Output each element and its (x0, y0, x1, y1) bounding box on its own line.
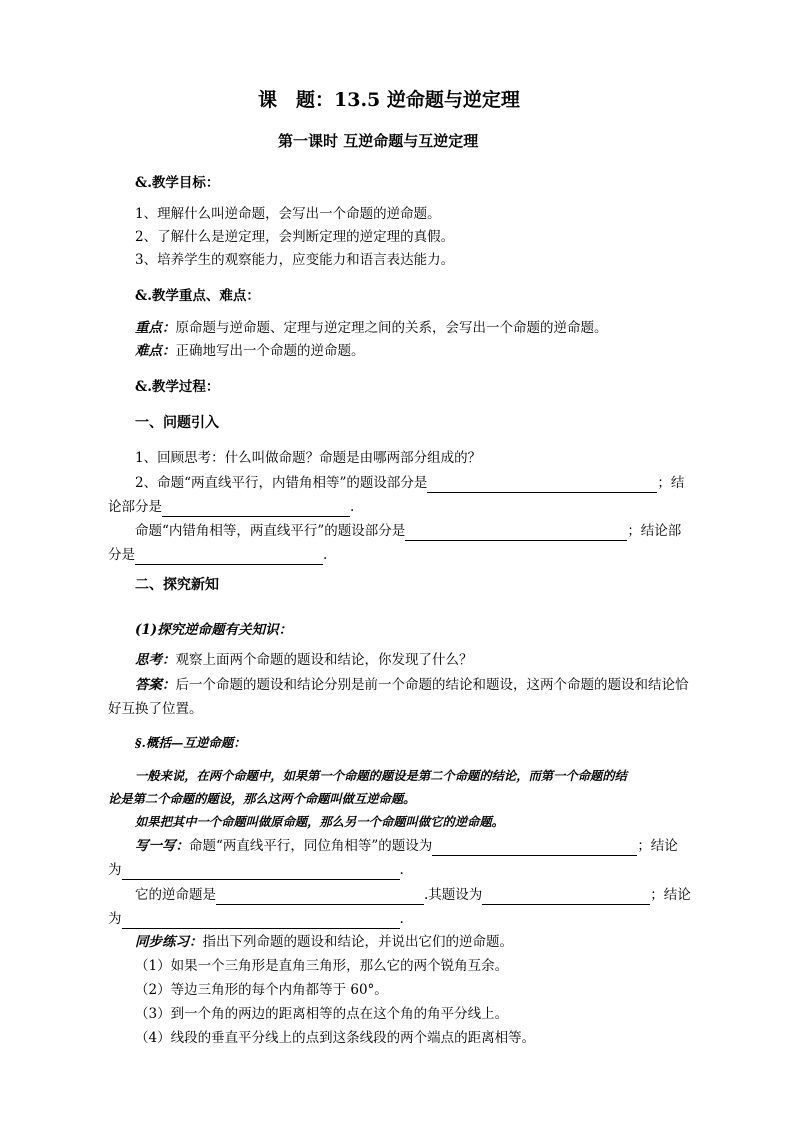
period: . (399, 911, 404, 927)
think-label: 思考： (135, 652, 176, 668)
blank-conclusion-1[interactable] (162, 501, 350, 517)
goal-item: 1、理解什么叫逆命题，会写出一个命题的逆命题。 (135, 206, 441, 222)
focus-label: 重点： (135, 320, 176, 336)
part1-heading: 一、问题引入 (135, 415, 219, 431)
write-cont: 为 (108, 862, 122, 878)
answer-label: 答案： (135, 677, 176, 693)
difficulty-label: 难点： (135, 343, 176, 359)
question-2-tail: ；结 (657, 475, 685, 491)
question-3-line2 (108, 545, 327, 565)
process-heading: &.教学过程： (135, 379, 220, 395)
answer-line (135, 675, 689, 695)
period: . (399, 862, 404, 878)
goal-item: 2、了解什么是逆定理，会判断定理的逆定理的真假。 (135, 229, 455, 245)
converse-line1 (135, 885, 691, 905)
question-2-line1 (135, 473, 684, 493)
key-points-heading: &.教学重点、难点： (135, 288, 260, 304)
converse-tail: ；结论 (650, 887, 691, 903)
part2-heading: 二、探究新知 (135, 577, 219, 593)
summary-paragraph-1-cont: 论是第二个命题的题设，那么这两个命题叫做互逆命题。 (108, 791, 416, 806)
question-3-line1 (135, 521, 681, 541)
blank-write-conclusion[interactable] (122, 864, 400, 880)
blank-premise-1[interactable] (427, 477, 657, 493)
summary-paragraph-1: 一般来说，在两个命题中，如果第一个命题的题设是第二个命题的结论，而第一个命题的结 (135, 768, 627, 783)
converse-premise-text: .其题设为 (424, 887, 483, 903)
practice-item: （2）等边三角形的每个内角都等于 60°。 (135, 982, 388, 998)
difficulty-line (135, 341, 365, 361)
goal-item: 3、培养学生的观察能力，应变能力和语言表达能力。 (135, 252, 455, 268)
practice-label: 同步练习： (135, 934, 203, 950)
question-3-cont: 分是 (108, 547, 135, 563)
blank-converse[interactable] (216, 889, 424, 905)
difficulty-text: 正确地写出一个命题的逆命题。 (175, 343, 365, 359)
think-text: 观察上面两个命题的题设和结论，你发现了什么？ (175, 652, 473, 668)
answer-text: 后一个命题的题设和结论分别是前一个命题的结论和题设，这两个命题的题设和结论恰 (175, 677, 689, 693)
focus-text: 原命题与逆命题、定理与逆定理之间的关系，会写出一个命题的逆命题。 (175, 320, 608, 336)
blank-premise-2[interactable] (405, 525, 627, 541)
focus-line (135, 318, 608, 338)
converse-line2 (108, 909, 404, 929)
period: . (323, 547, 328, 563)
write-text: 命题“两直线平行，同位角相等”的题设为 (189, 838, 433, 854)
practice-text: 指出下列命题的题设和结论，并说出它们的逆命题。 (202, 934, 513, 950)
practice-item: （3）到一个角的两边的距离相等的点在这个角的角平分线上。 (135, 1006, 509, 1022)
question-3-text: 命题“内错角相等，两直线平行”的题设部分是 (135, 523, 406, 539)
converse-cont: 为 (108, 911, 122, 927)
subsection-1-heading: (1)探究逆命题有关知识： (135, 622, 293, 638)
summary-paragraph-2: 如果把其中一个命题叫做原命题，那么另一个命题叫做它的逆命题。 (135, 814, 504, 829)
answer-cont: 好互换了位置。 (108, 701, 203, 717)
practice-line (135, 932, 513, 952)
blank-converse-premise[interactable] (482, 889, 650, 905)
question-2-line2 (108, 497, 354, 517)
summary-heading: §.概括—互逆命题： (135, 735, 246, 750)
question-2-cont: 论部分是 (108, 499, 162, 515)
practice-item: （4）线段的垂直平分线上的点到这条线段的两个端点的距离相等。 (135, 1030, 536, 1046)
write-label: 写一写： (135, 838, 189, 854)
question-3-tail: ；结论部 (627, 523, 682, 539)
question-1: 1、回顾思考：什么叫做命题？命题是由哪两部分组成的？ (135, 450, 482, 466)
blank-conclusion-2[interactable] (135, 549, 323, 565)
period: . (350, 499, 355, 515)
write-tail: ；结论 (637, 838, 678, 854)
blank-write-premise[interactable] (432, 840, 637, 856)
converse-text: 它的逆命题是 (135, 887, 216, 903)
question-2-text: 2、命题“两直线平行，内错角相等”的题设部分是 (135, 475, 428, 491)
practice-item: （1）如果一个三角形是直角三角形，那么它的两个锐角互余。 (135, 958, 509, 974)
page-title: 课 题：13.5 逆命题与逆定理 (258, 89, 520, 111)
think-line (135, 650, 473, 670)
write-line2 (108, 860, 404, 880)
page-subtitle: 第一课时 互逆命题与互逆定理 (278, 132, 479, 150)
blank-converse-conclusion[interactable] (122, 913, 400, 929)
write-line1 (135, 836, 678, 856)
goals-heading: &.教学目标： (135, 175, 220, 191)
